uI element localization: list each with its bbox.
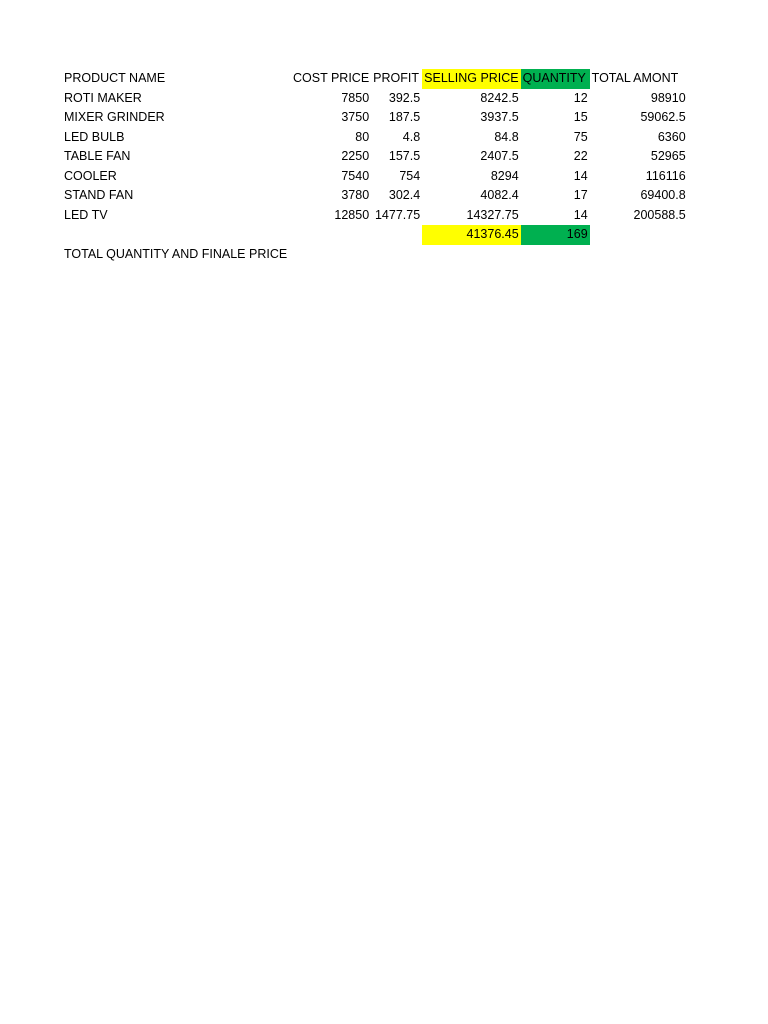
totals-row <box>62 225 688 245</box>
cell-total-amount[interactable]: 59062.5 <box>640 110 686 125</box>
cell-empty[interactable] <box>291 245 371 265</box>
cell-profit[interactable]: 392.5 <box>388 90 421 105</box>
cell-quantity[interactable]: 15 <box>573 110 588 125</box>
cell-selling-price[interactable]: 3937.5 <box>480 110 519 125</box>
cell-selling-price[interactable]: 14327.75 <box>466 207 519 222</box>
cell-selling-price[interactable]: 4082.4 <box>480 188 519 203</box>
total-quantity[interactable]: 169 <box>521 225 590 245</box>
cell-total-amount[interactable]: 6360 <box>657 129 686 144</box>
cell-product-name[interactable]: COOLER <box>64 168 117 183</box>
cell-profit[interactable]: 1477.75 <box>374 207 421 222</box>
footer-row <box>62 245 688 265</box>
table-row <box>62 89 688 109</box>
cell-cost-price[interactable]: 7850 <box>341 90 370 105</box>
cell-profit[interactable]: 157.5 <box>388 149 421 164</box>
cell-product-name[interactable]: MIXER GRINDER <box>64 110 165 125</box>
total-selling-price[interactable]: 41376.45 <box>422 225 520 245</box>
table-row <box>62 186 688 206</box>
cell-cost-price[interactable]: 7540 <box>341 168 370 183</box>
cell-quantity[interactable]: 22 <box>573 149 588 164</box>
cell-total-amount[interactable]: 52965 <box>650 149 686 164</box>
cell-cost-price[interactable]: 3780 <box>341 188 370 203</box>
cell-total-amount[interactable]: 69400.8 <box>640 188 686 203</box>
cell-profit[interactable]: 187.5 <box>388 110 421 125</box>
cell-cost-price[interactable]: 80 <box>355 129 370 144</box>
header-total-amount[interactable]: TOTAL AMONT <box>591 71 679 86</box>
cell-selling-price[interactable]: 2407.5 <box>480 149 519 164</box>
cell-empty[interactable] <box>371 225 422 245</box>
cell-profit[interactable]: 302.4 <box>388 188 421 203</box>
header-cost-price[interactable]: COST PRICE <box>293 71 370 86</box>
table-row <box>62 167 688 187</box>
cell-selling-price[interactable]: 84.8 <box>494 129 519 144</box>
table-row <box>62 147 688 167</box>
cell-empty[interactable] <box>371 245 422 265</box>
cell-total-amount[interactable]: 200588.5 <box>633 207 686 222</box>
header-row <box>62 69 688 89</box>
spreadsheet-table <box>62 69 688 264</box>
cell-profit[interactable]: 754 <box>399 168 421 183</box>
cell-empty[interactable] <box>590 225 688 245</box>
cell-empty[interactable] <box>291 225 371 245</box>
header-product-name[interactable]: PRODUCT NAME <box>64 71 166 86</box>
cell-quantity[interactable]: 17 <box>573 188 588 203</box>
cell-empty[interactable] <box>590 245 688 265</box>
table-row <box>62 206 688 226</box>
cell-total-amount[interactable]: 98910 <box>650 90 686 105</box>
header-quantity[interactable]: QUANTITY <box>521 69 590 89</box>
cell-selling-price[interactable]: 8242.5 <box>480 90 519 105</box>
cell-empty[interactable] <box>521 245 590 265</box>
cell-empty[interactable] <box>422 245 520 265</box>
cell-product-name[interactable]: ROTI MAKER <box>64 90 142 105</box>
header-selling-price[interactable]: SELLING PRICE <box>422 69 520 89</box>
cell-selling-price[interactable]: 8294 <box>490 168 519 183</box>
header-profit[interactable]: PROFIT <box>373 71 420 86</box>
cell-empty[interactable] <box>62 225 291 245</box>
cell-product-name[interactable]: LED BULB <box>64 129 125 144</box>
table-row <box>62 108 688 128</box>
cell-quantity[interactable]: 75 <box>573 129 588 144</box>
cell-profit[interactable]: 4.8 <box>402 129 421 144</box>
cell-quantity[interactable]: 14 <box>573 207 588 222</box>
table-row <box>62 128 688 148</box>
footer-label[interactable]: TOTAL QUANTITY AND FINALE PRICE <box>64 246 288 261</box>
cell-product-name[interactable]: TABLE FAN <box>64 149 131 164</box>
cell-cost-price[interactable]: 12850 <box>334 207 370 222</box>
cell-quantity[interactable]: 14 <box>573 168 588 183</box>
cell-quantity[interactable]: 12 <box>573 90 588 105</box>
cell-cost-price[interactable]: 3750 <box>341 110 370 125</box>
cell-total-amount[interactable]: 116116 <box>645 168 686 183</box>
cell-product-name[interactable]: STAND FAN <box>64 188 134 203</box>
cell-cost-price[interactable]: 2250 <box>341 149 370 164</box>
cell-product-name[interactable]: LED TV <box>64 207 108 222</box>
